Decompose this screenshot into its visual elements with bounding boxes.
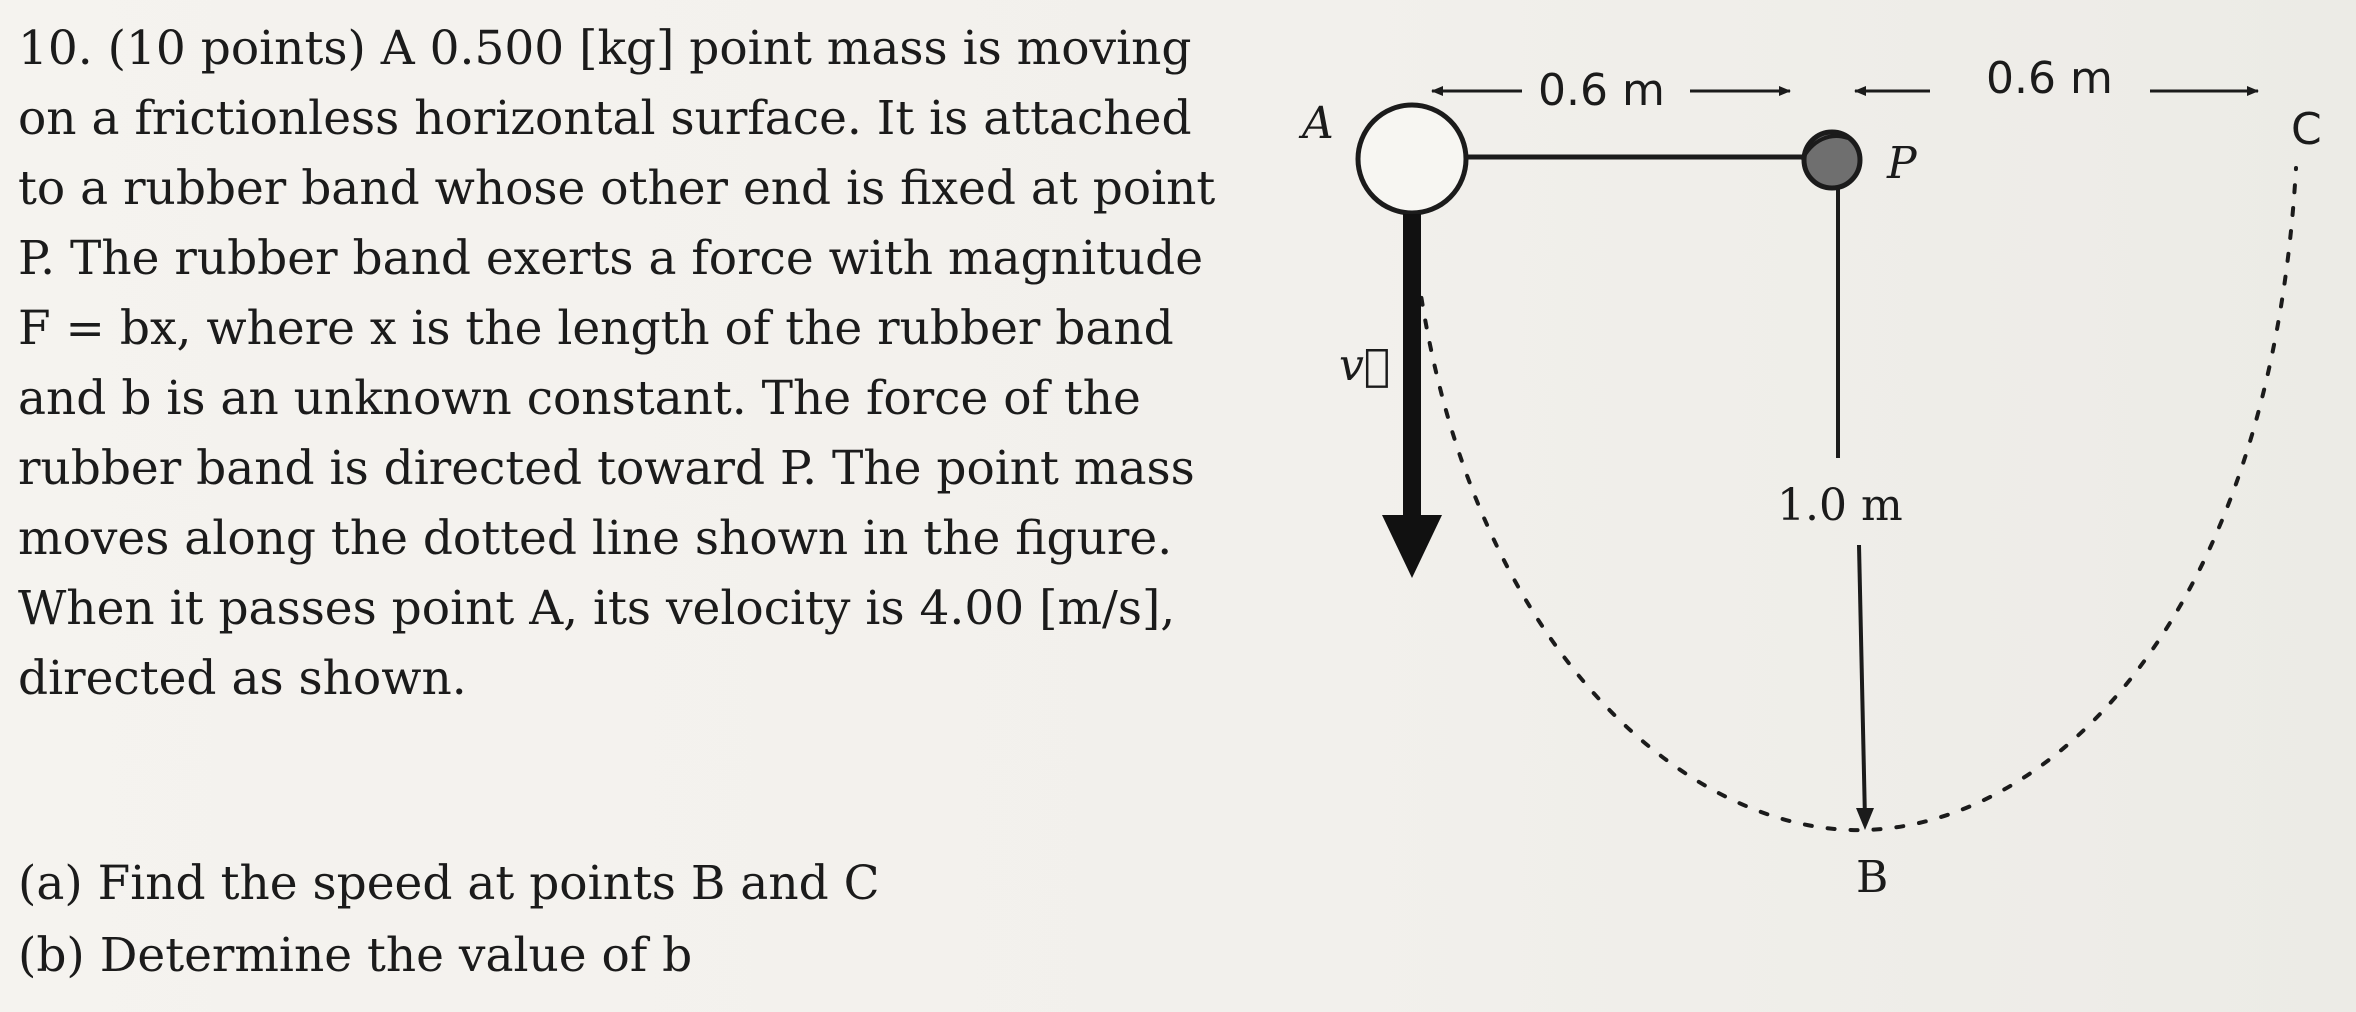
problem-line: on a frictionless horizontal surface. It is attached	[18, 91, 1192, 146]
problem-line: to a rubber band whose other end is fixed at point	[18, 161, 1216, 216]
problem-line: When it passes point A, its velocity is 4.00 [m/s],	[18, 581, 1176, 636]
point-b-marker	[1856, 808, 1874, 830]
problem-line: moves along the dotted line shown in the figure.	[18, 511, 1173, 566]
dimension-pb: 1.0 m	[1777, 480, 1903, 531]
fixed-point-p	[1804, 132, 1860, 188]
label-p: P	[1887, 138, 1917, 189]
problem-line: and b is an unknown constant. The force of the	[18, 371, 1141, 426]
label-a: A	[1302, 98, 1334, 149]
point-mass-circle	[1358, 105, 1466, 213]
label-c: C	[2291, 104, 2322, 155]
velocity-arrow-head	[1382, 515, 1442, 578]
velocity-arrow-shaft	[1403, 214, 1421, 544]
problem-line: 10. (10 points) A 0.500 [kg] point mass is moving	[18, 21, 1192, 76]
part-b: (b) Determine the value of b	[18, 928, 693, 983]
problem-line: F = bx, where x is the length of the rubber band	[18, 301, 1174, 356]
label-b: B	[1856, 852, 1889, 903]
dimension-ap: 0.6 m	[1538, 65, 1665, 116]
problem-line: rubber band is directed toward P. The point mass	[18, 441, 1195, 496]
problem-line: directed as shown.	[18, 651, 467, 706]
pb-line-lower	[1859, 545, 1865, 820]
part-a: (a) Find the speed at points B and C	[18, 856, 880, 911]
problem-line: P. The rubber band exerts a force with magnitude	[18, 231, 1204, 286]
dimension-pc: 0.6 m	[1986, 53, 2113, 104]
velocity-label: v⃗	[1339, 340, 1391, 391]
